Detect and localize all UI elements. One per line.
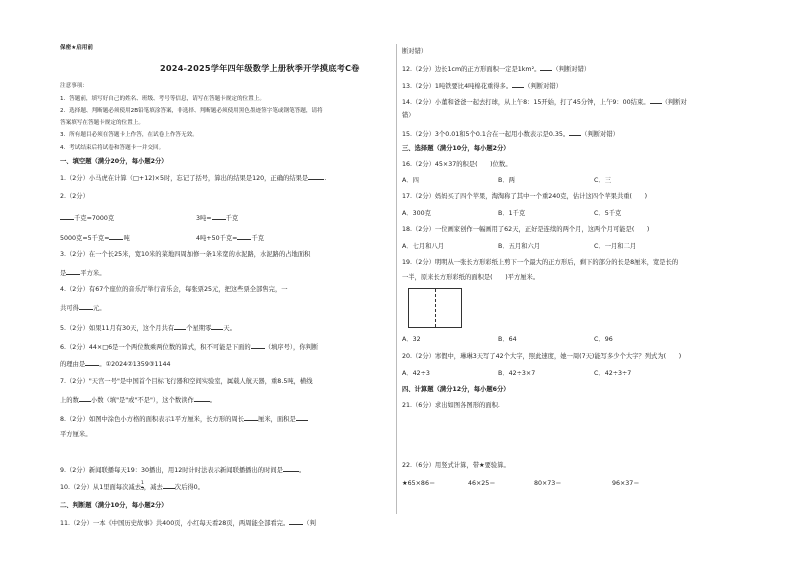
question-text: 9.（2分）新闻联播每天19：30播出，用12时计时法表示新闻联播播出的时间是 <box>60 467 283 474</box>
option-a[interactable]: A．32 <box>402 336 421 343</box>
option-b[interactable]: B．1千克 <box>498 210 526 217</box>
question-text: （判 <box>303 520 316 527</box>
column-divider <box>396 44 397 514</box>
answer-blank[interactable] <box>174 323 186 330</box>
page-title: 2024-2025学年四年级数学上册秋季开学摸底考C卷 <box>160 63 360 73</box>
question-18: 18.（2分）一位画家创作一幅画用了62天，正好是连续的两个月，这两个月可能是( ) <box>402 226 650 233</box>
answer-blank[interactable] <box>211 323 223 330</box>
question-text: 小数（填"是"或"不是"），这个数读作 <box>90 397 194 404</box>
question-2-c <box>60 233 130 243</box>
question-9 <box>60 465 305 475</box>
question-text: 次后得0。 <box>174 484 204 491</box>
option-a[interactable]: A．四 <box>402 177 419 184</box>
question-text: （填序号），你判断 <box>264 344 319 351</box>
question-14 <box>402 97 687 107</box>
question-text: （判断对 <box>661 99 687 106</box>
question-19-cont: 一半，原来长方形彩纸的面积是( )平方厘米。 <box>402 274 540 281</box>
question-text: 。 <box>298 467 306 474</box>
question-21: 21.（6分）求出如图各图形的面积. <box>402 402 500 409</box>
option-c[interactable]: C．三 <box>594 177 611 184</box>
rectangle-figure <box>408 288 462 328</box>
calc-item: ★65×86＝ <box>402 480 436 487</box>
question-8-cont: 平方厘米。 <box>60 431 92 438</box>
question-text: 4吨+50千克= <box>196 235 238 242</box>
note-line: 答案填写在答题卡规定的位置上。 <box>60 120 144 126</box>
answer-blank[interactable] <box>79 303 93 310</box>
question-text: 厘米，面积是 <box>258 416 296 423</box>
question-8 <box>60 414 308 424</box>
question-text: 11.（2分）一本《中国历史故事》共400页，小红每天看28页，两周能全部看完。 <box>60 520 290 527</box>
question-19: 19.（2分）明明从一张长方形彩纸上剪下一个最大的正方形后，剩下的部分的长是8厘米，宽是长的 <box>402 259 679 266</box>
question-text: 吨 <box>123 235 130 242</box>
question-text: 6.（2分）44×□6是一个两位数乘两位数的算式，积不可能是下面的 <box>60 344 251 351</box>
answer-blank[interactable] <box>66 268 80 275</box>
answer-blank[interactable] <box>650 97 662 104</box>
question-text: 12.（2分）边长1cm的正方形面积一定是1km²。 <box>402 66 541 73</box>
question-5 <box>60 323 236 333</box>
question-text: 5000克=5千克= <box>60 235 110 242</box>
option-c[interactable]: C．96 <box>594 336 613 343</box>
answer-blank[interactable] <box>244 414 258 421</box>
fraction-numerator: 1 <box>141 481 144 486</box>
question-7-cont <box>60 395 216 405</box>
question-text: 14.（2分）小董和爸爸一起去打球，从上午8：15开始，打了45分钟，上午9：00结束。 <box>402 99 650 106</box>
question-text: 的理由是 <box>60 361 86 368</box>
question-4: 4.（2分）有67个座位的音乐厅举行音乐会，每张票25元，把这些票全部售完，一 <box>60 286 288 293</box>
section-calc: 四、计算题（满分12分，每小题6分） <box>402 386 510 393</box>
answer-blank[interactable] <box>512 81 524 88</box>
answer-blank[interactable] <box>237 233 251 240</box>
option-b[interactable]: B．42÷3×7 <box>498 370 536 377</box>
answer-blank[interactable] <box>212 213 226 220</box>
option-c[interactable]: C．5千克 <box>594 210 622 217</box>
calc-item: 80×73＝ <box>534 480 562 487</box>
question-10 <box>60 482 204 492</box>
question-22: 22.（6分）用竖式计算，带★要验算。 <box>402 462 510 469</box>
section-choice: 三、选择题（满分10分，每小题2分） <box>402 145 510 152</box>
question-1: 1.（2分）小马虎在计算（□+12)×5时，忘记了括号，算出的结果是120，正确的结果是 . <box>60 175 327 182</box>
question-text: 3吨= <box>196 215 212 222</box>
option-a[interactable]: A．七月和八月 <box>402 243 445 250</box>
fraction-denominator: 5 <box>141 486 144 492</box>
answer-blank[interactable] <box>289 518 303 525</box>
question-text: 共可得 <box>60 305 79 312</box>
question-2: 2.（2分） <box>60 193 89 200</box>
answer-blank[interactable] <box>296 414 308 421</box>
question-17: 17.（2分）妈妈买了四个苹果，淘淘称了其中一个重240克，估计这四个苹果共重( ) <box>402 193 648 200</box>
question-2-a <box>60 213 114 223</box>
question-text: （判断对错） <box>581 131 619 138</box>
question-text: 上的数 <box>60 397 79 404</box>
question-text: 千克=7000克 <box>74 215 115 222</box>
option-b[interactable]: B．两 <box>498 177 515 184</box>
question-11 <box>60 518 316 528</box>
option-c[interactable]: C．42÷3÷7 <box>594 370 632 377</box>
answer-blank[interactable] <box>60 213 74 220</box>
question-15 <box>402 129 619 139</box>
question-text: 10.（2分）从1里面每次减去 <box>60 484 141 491</box>
question-16: 16.（2分）45×37的积是( )位数。 <box>402 161 512 168</box>
notes-title: 注意事项： <box>60 83 88 89</box>
note-line: 3．所有题目必须在答题卡上作答，在试卷上作答无效。 <box>60 132 198 138</box>
question-text: 5.（2分）如果11月有30天，这个月共有 <box>60 325 175 332</box>
answer-blank[interactable] <box>540 64 552 71</box>
answer-blank[interactable] <box>194 395 210 402</box>
question-text: 千克 <box>251 235 265 242</box>
note-line: 4．考试结束后将试卷和答题卡一并交回。 <box>60 145 165 151</box>
option-c[interactable]: C．一月和二月 <box>594 243 637 250</box>
section-fill-blank: 一、填空题（满分20分，每小题2分） <box>60 158 168 165</box>
option-a[interactable]: A．300克 <box>402 210 431 217</box>
answer-blank[interactable] <box>85 359 99 366</box>
question-text: 。①2024②1359③1144 <box>99 361 171 368</box>
answer-blank[interactable] <box>308 173 324 180</box>
answer-blank[interactable] <box>79 395 91 402</box>
question-text: 是 <box>60 270 67 277</box>
calc-item: 96×37＝ <box>612 480 640 487</box>
answer-blank[interactable] <box>109 233 123 240</box>
question-text: 15.（2分）3个0.01和5个0.1合在一起用小数表示是0.35。 <box>402 131 570 138</box>
fold-line <box>435 289 436 327</box>
question-6-cont <box>60 359 171 369</box>
question-text: 13.（2分）1吨铁要比4吨棉花重得多。 <box>402 83 513 90</box>
answer-blank[interactable] <box>569 129 581 136</box>
question-text: （判断对错） <box>552 66 591 73</box>
question-2-d <box>196 233 264 243</box>
question-text: 个星期零 <box>186 325 212 332</box>
question-text: （判断对错） <box>524 83 562 90</box>
option-a[interactable]: A．42÷3 <box>402 370 430 377</box>
question-6 <box>60 342 318 352</box>
question-11-cont: 断对错） <box>402 48 428 55</box>
question-3: 3.（2分）在一个长25米，宽10米的菜地四周加修一条1米宽的水泥路，水泥路的占地面积 <box>60 251 311 258</box>
question-4-cont <box>60 303 105 313</box>
question-2-b <box>196 213 238 223</box>
option-b[interactable]: B．五月和六月 <box>498 243 541 250</box>
confidential-label: 保密★启用前 <box>60 45 93 51</box>
question-text: 平方米。 <box>80 270 106 277</box>
question-text: 1.（2分）小马虎在计算（□+12)×5时，忘记了括号，算出的结果是120，正确的结果是 <box>60 175 309 182</box>
question-20: 20.（2分）寒假中，琳琳3天写了42个大字，照此速度，她一周(7天)能写多少个大字？列式为( ) <box>402 353 682 360</box>
option-b[interactable]: B．64 <box>498 336 517 343</box>
question-text: 。 <box>209 397 217 404</box>
calc-item: 46×25＝ <box>468 480 496 487</box>
question-text: 8.（2分）如图中涂色小方格的面积表示1平方厘米，长方形的周长 <box>60 416 245 423</box>
question-13 <box>402 81 562 91</box>
answer-blank[interactable] <box>283 465 299 472</box>
note-line: 2．选择题、判断题必须使用2B铅笔填涂答案，非选择、判断题必须使用黑色墨迹签字笔或钢笔答题，请将 <box>60 108 323 114</box>
note-line: 1．答题前，填写好自己的姓名、班级、考号等信息，请写在答题卡规定的位置上。 <box>60 96 265 102</box>
question-12 <box>402 64 590 74</box>
question-14-cont: 错） <box>402 112 415 119</box>
question-text: 元。 <box>92 305 106 312</box>
answer-blank[interactable] <box>163 482 175 489</box>
question-text: 千克 <box>225 215 239 222</box>
question-text: ，减去 <box>143 484 163 491</box>
question-3-cont <box>60 268 105 278</box>
section-judge: 二、判断题（满分10分，每小题2分） <box>60 502 168 509</box>
question-text: 天。 <box>223 325 236 332</box>
question-7: 7.（2分）"天宫一号"是中国首个目标飞行器和空间实验室，属载人航天器，重8.5吨，横线 <box>60 378 313 385</box>
answer-blank[interactable] <box>251 342 265 349</box>
